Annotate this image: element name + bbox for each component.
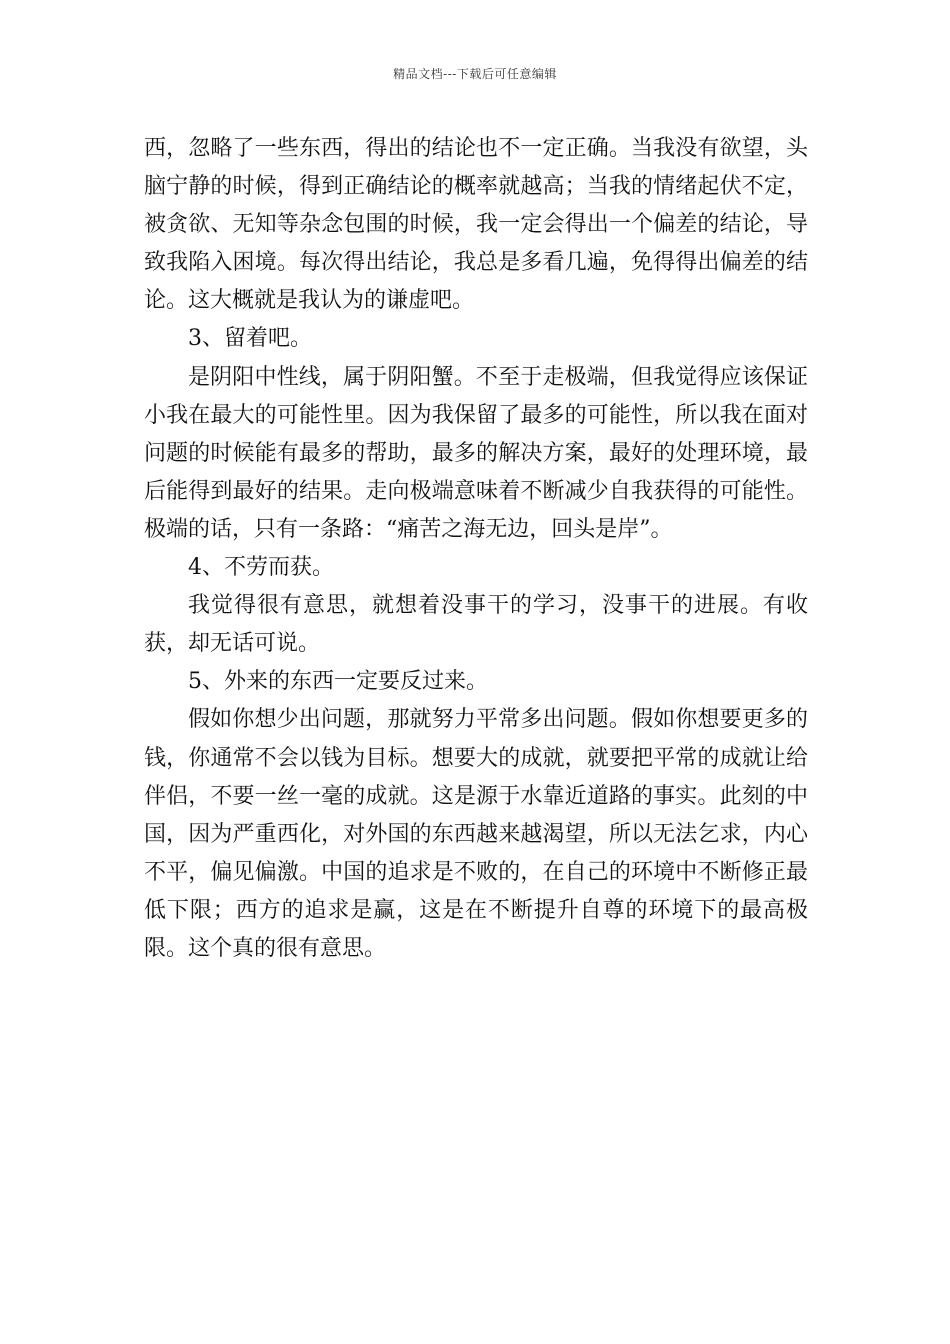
document-body [144, 130, 808, 968]
paragraph-section-5: 假如你想少出问题，那就努力平常多出问题。假如你想要更多的钱，你通常不会以钱为目标。想要大的成就，就要把平常的成就让给伴侣，不要一丝一毫的成就。这是源于水靠近道路的事实。此刻的中国，因为严重西化，对外国的东西越来越渴望，所以无法乞求，内心不平，偏见偏激。中国的追求是不败的，在自己的环境中不断修正最低下限；西方的追求是赢，这是在不断提升自尊的环境下的最高极限。这个真的很有意思。 [144, 707, 808, 961]
section-heading-3: 3、留着吧。 [188, 326, 312, 352]
paragraph-section-3: 是阴阳中性线，属于阴阳蟹。不至于走极端，但我觉得应该保证小我在最大的可能性里。因为我保留了最多的可能性，所以我在面对问题的时候能有最多的帮助，最多的解决方案，最好的处理环境，最后能得到最好的结果。走向极端意味着不断减少自我获得的可能性。极端的话，只有一条路：“痛苦之海无边，回头是岸”。 [144, 364, 808, 542]
page-header: 精品文档---下载后可任意编辑 [393, 67, 557, 81]
section-heading-5: 5、外来的东西一定要反过来。 [188, 669, 488, 695]
paragraph-continuation: 西，忽略了一些东西，得出的结论也不一定正确。当我没有欲望，头脑宁静的时候，得到正确结论的概率就越高；当我的情绪起伏不定，被贪欲、无知等杂念包围的时候，我一定会得出一个偏差的结论，导致我陷入困境。每次得出结论，我总是多看几遍，免得得出偏差的结论。这大概就是我认为的谦虚吧。 [144, 136, 808, 314]
paragraph-section-4: 我觉得很有意思，就想着没事干的学习，没事干的进展。有收获，却无话可说。 [144, 593, 808, 657]
section-heading-4: 4、不劳而获。 [188, 555, 334, 581]
